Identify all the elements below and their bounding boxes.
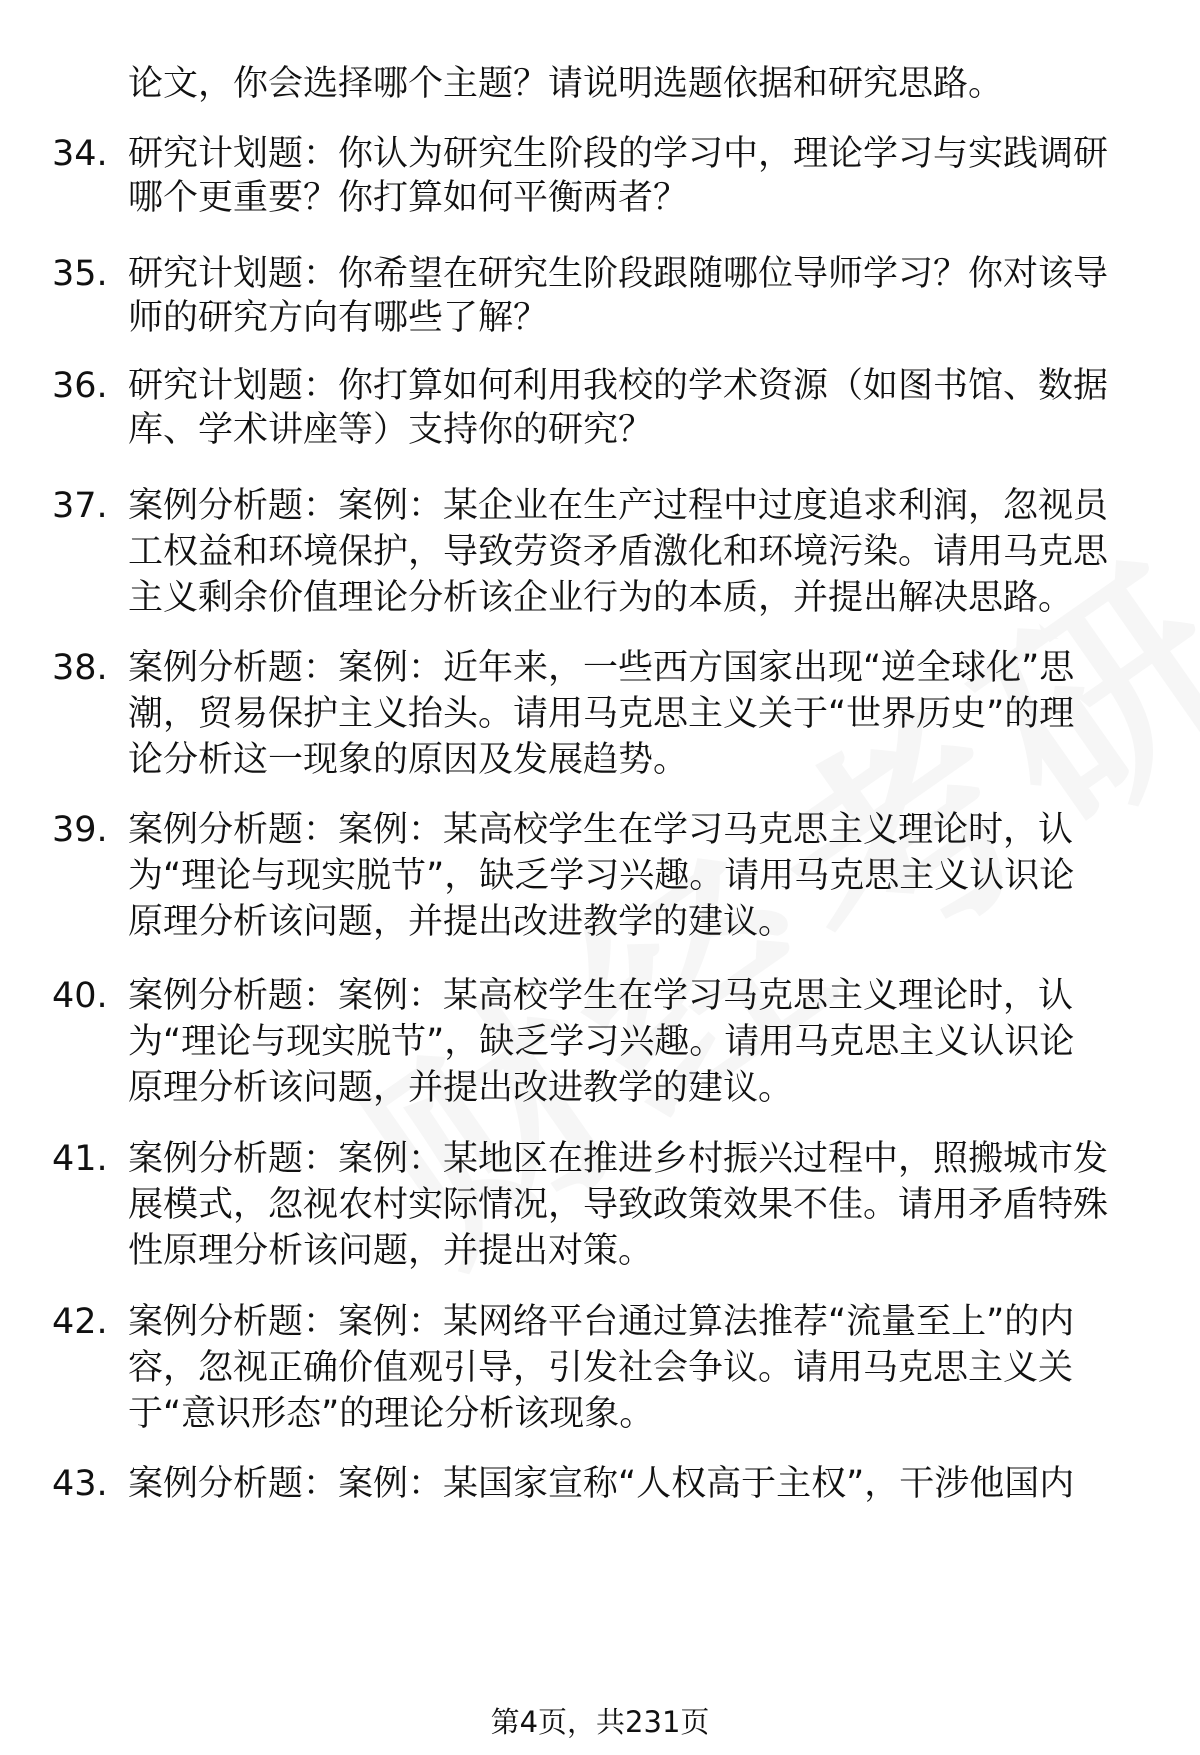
item-number: 39.: [52, 810, 108, 850]
item-line: 案例分析题：案例：近年来，一些西方国家出现“逆全球化”思: [128, 648, 1075, 688]
item-line: 论分析这一现象的原因及发展趋势。: [128, 740, 689, 780]
item-line: 于“意识形态”的理论分析该现象。: [128, 1394, 655, 1434]
item-number: 38.: [52, 648, 108, 688]
item-line: 为“理论与现实脱节”，缺乏学习兴趣。请用马克思主义认识论: [128, 856, 1075, 896]
item-number: 34.: [52, 134, 108, 174]
item-line: 工权益和环境保护，导致劳资矛盾激化和环境污染。请用马克思: [128, 532, 1109, 572]
item-line: 研究计划题：你打算如何利用我校的学术资源（如图书馆、数据: [128, 366, 1109, 406]
item-line: 案例分析题：案例：某高校学生在学习马克思主义理论时，认: [128, 810, 1074, 850]
item-line: 为“理论与现实脱节”，缺乏学习兴趣。请用马克思主义认识论: [128, 1022, 1075, 1062]
item-line: 性原理分析该问题，并提出对策。: [128, 1231, 654, 1271]
item-number: 37.: [52, 486, 108, 526]
item-line: 库、学术讲座等）支持你的研究？: [128, 410, 654, 450]
item-line: 容，忽视正确价值观引导，引发社会争议。请用马克思主义关: [128, 1348, 1074, 1388]
item-line: 案例分析题：案例：某网络平台通过算法推荐“流量至上”的内: [128, 1302, 1075, 1342]
item-line: 主义剩余价值理论分析该企业行为的本质，并提出解决思路。: [128, 578, 1074, 618]
item-number: 43.: [52, 1464, 108, 1504]
item-number: 35.: [52, 254, 108, 294]
item-line: 哪个更重要？你打算如何平衡两者？: [128, 178, 689, 218]
item-line: 师的研究方向有哪些了解？: [128, 298, 549, 338]
item-line: 案例分析题：案例：某高校学生在学习马克思主义理论时，认: [128, 976, 1074, 1016]
page-footer: 第4页，共231页: [490, 1705, 710, 1739]
item-number: 40.: [52, 976, 108, 1016]
item-line: 潮，贸易保护主义抬头。请用马克思主义关于“世界历史”的理: [128, 694, 1075, 734]
item-line: 原理分析该问题，并提出改进教学的建议。: [128, 1068, 794, 1108]
item-line: 研究计划题：你希望在研究生阶段跟随哪位导师学习？你对该导: [128, 254, 1109, 294]
item-number: 36.: [52, 366, 108, 406]
item-line: 案例分析题：案例：某企业在生产过程中过度追求利润，忽视员: [128, 486, 1109, 526]
item-line: 原理分析该问题，并提出改进教学的建议。: [128, 902, 794, 942]
item-line: 展模式，忽视农村实际情况，导致政策效果不佳。请用矛盾特殊: [128, 1185, 1109, 1225]
item-line: 案例分析题：案例：某国家宣称“人权高于主权”，干涉他国内: [128, 1464, 1075, 1504]
item-line: 案例分析题：案例：某地区在推进乡村振兴过程中，照搬城市发: [128, 1139, 1109, 1179]
item-number: 41.: [52, 1139, 108, 1179]
item-number: 42.: [52, 1302, 108, 1342]
item-line: 研究计划题：你认为研究生阶段的学习中，理论学习与实践调研: [128, 134, 1109, 174]
intro-line: 论文，你会选择哪个主题？请说明选题依据和研究思路。: [128, 64, 1004, 104]
